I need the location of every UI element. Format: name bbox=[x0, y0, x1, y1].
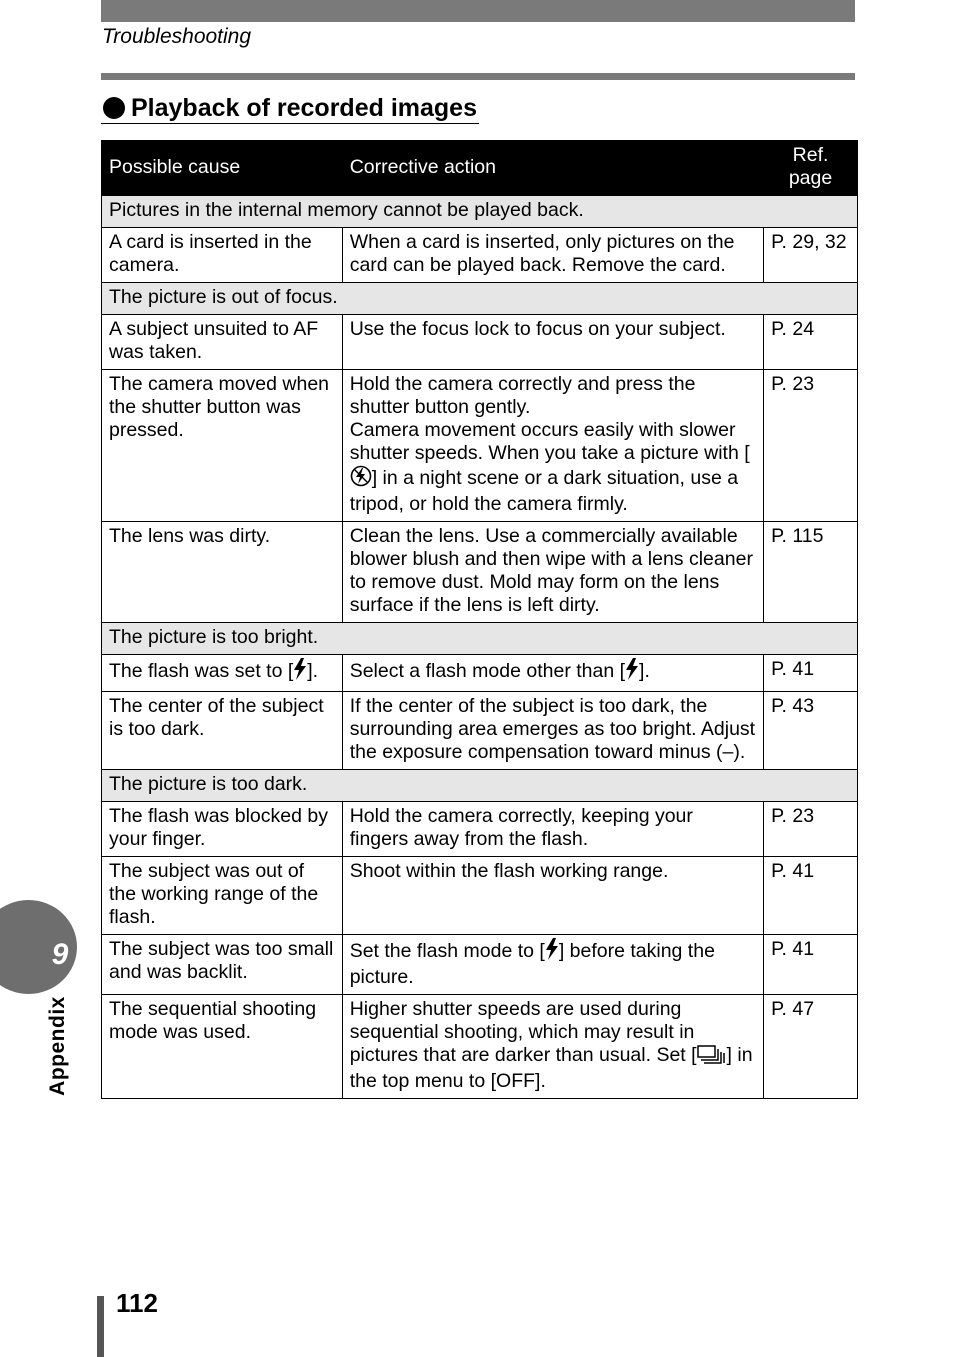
chapter-number: 9 bbox=[51, 938, 69, 971]
category-row bbox=[102, 623, 858, 655]
bullet-icon bbox=[103, 97, 125, 119]
corrective-action-cell bbox=[342, 802, 763, 857]
possible-cause-cell: The subject was out of the working range of the flash. bbox=[102, 857, 343, 935]
ref-page-cell: P. 23 bbox=[764, 802, 858, 857]
possible-cause-cell: A subject unsuited to AF was taken. bbox=[102, 315, 343, 370]
possible-cause-cell: The lens was dirty. bbox=[102, 522, 343, 623]
corrective-action-cell bbox=[342, 995, 763, 1099]
possible-cause-cell: The subject was too small and was backlit. bbox=[102, 935, 343, 995]
problem-category: The picture is out of focus. bbox=[102, 283, 858, 315]
sequential-shooting-icon bbox=[697, 1044, 727, 1070]
flash-icon bbox=[545, 938, 559, 966]
category-row bbox=[102, 196, 858, 228]
text-segment: Set the flash mode to [ bbox=[349, 940, 545, 962]
possible-cause-cell: The camera moved when the shutter button was pressed. bbox=[102, 370, 343, 522]
flash-icon bbox=[625, 658, 639, 686]
header-ref-page bbox=[764, 141, 858, 196]
ref-page-cell: P. 29, 32 bbox=[764, 228, 858, 283]
table-row bbox=[102, 655, 858, 692]
table-row bbox=[102, 857, 858, 935]
text-segment: Select a flash mode other than [ bbox=[349, 660, 626, 682]
corrective-action-cell bbox=[342, 692, 763, 770]
corrective-action-cell bbox=[342, 370, 763, 522]
page-number-bar bbox=[97, 1296, 104, 1357]
text-segment: ] before taking the picture. bbox=[349, 940, 715, 988]
table-row bbox=[102, 522, 858, 623]
text-segment: Higher shutter speeds are used during sequential shooting, which may result in pictures that are darker than usual. Set [ bbox=[349, 998, 697, 1066]
possible-cause-cell: The center of the subject is too dark. bbox=[102, 692, 343, 770]
text-segment: If the center of the subject is too dark, the surrounding area emerges as too bright. Adjust the exposure compensation toward minus (–). bbox=[349, 695, 756, 763]
text-segment: Clean the lens. Use a commercially available blower blush and then wipe with a lens cleaner to remove dust. Mold may form on the lens surface if the lens is left dirty. bbox=[349, 525, 753, 616]
table-body bbox=[102, 196, 858, 1099]
header-bar bbox=[101, 0, 855, 22]
table-row bbox=[102, 935, 858, 995]
ref-page-cell: P. 43 bbox=[764, 692, 858, 770]
ref-page-cell: P. 23 bbox=[764, 370, 858, 522]
possible-cause-cell bbox=[102, 655, 343, 692]
text-segment: Shoot within the flash working range. bbox=[349, 860, 669, 882]
chapter-label: Appendix bbox=[46, 996, 69, 1096]
page-number: 112 bbox=[116, 1288, 158, 1318]
ref-page-cell: P. 24 bbox=[764, 315, 858, 370]
possible-cause-cell: The flash was blocked by your finger. bbox=[102, 802, 343, 857]
corrective-action-cell bbox=[342, 522, 763, 623]
corrective-action-cell bbox=[342, 315, 763, 370]
problem-category: Pictures in the internal memory cannot be played back. bbox=[102, 196, 858, 228]
flash-icon bbox=[293, 658, 307, 686]
troubleshooting-table bbox=[101, 140, 858, 1099]
text-segment: ]. bbox=[307, 660, 319, 682]
running-title: Troubleshooting bbox=[102, 25, 252, 48]
corrective-action-cell bbox=[342, 935, 763, 995]
text-segment: ]. bbox=[639, 660, 650, 682]
problem-category: The picture is too bright. bbox=[102, 623, 858, 655]
text-segment: Use the focus lock to focus on your subject. bbox=[349, 318, 726, 340]
corrective-action-cell bbox=[342, 655, 763, 692]
section-title bbox=[101, 93, 479, 124]
table-row bbox=[102, 370, 858, 522]
ref-page-cell: P. 41 bbox=[764, 857, 858, 935]
category-row bbox=[102, 283, 858, 315]
table-row bbox=[102, 315, 858, 370]
ref-page-cell: P. 41 bbox=[764, 935, 858, 995]
possible-cause-cell: A card is inserted in the camera. bbox=[102, 228, 343, 283]
table-row bbox=[102, 692, 858, 770]
corrective-action-cell bbox=[342, 228, 763, 283]
header-rule bbox=[101, 73, 855, 80]
header-corrective-action: Corrective action bbox=[342, 141, 763, 196]
corrective-action-cell bbox=[342, 857, 763, 935]
header-possible-cause: Possible cause bbox=[102, 141, 343, 196]
category-row bbox=[102, 770, 858, 802]
table-row bbox=[102, 802, 858, 857]
section-title-text: Playback of recorded images bbox=[131, 93, 477, 122]
table-header-row bbox=[102, 141, 858, 196]
flash-off-icon bbox=[350, 465, 372, 493]
text-segment: Hold the camera correctly, keeping your fingers away from the flash. bbox=[349, 805, 693, 850]
table-row bbox=[102, 995, 858, 1099]
text-segment: When a card is inserted, only pictures on the card can be played back. Remove the card. bbox=[349, 231, 735, 276]
text-segment: ] in a night scene or a dark situation, use a tripod, or hold the camera firmly. bbox=[349, 467, 739, 515]
ref-page-cell: P. 115 bbox=[764, 522, 858, 623]
problem-category: The picture is too dark. bbox=[102, 770, 858, 802]
ref-page-cell: P. 47 bbox=[764, 995, 858, 1099]
text-segment: Hold the camera correctly and press the shutter button gently. bbox=[349, 373, 696, 418]
text-segment: Camera movement occurs easily with slower shutter speeds. When you take a picture with [ bbox=[349, 419, 750, 464]
text-segment: ] in the top menu to [OFF]. bbox=[349, 1044, 753, 1092]
text-segment: The flash was set to [ bbox=[109, 660, 294, 682]
header-ref-line2: page bbox=[788, 167, 833, 189]
possible-cause-cell: The sequential shooting mode was used. bbox=[102, 995, 343, 1099]
ref-page-cell: P. 41 bbox=[764, 655, 858, 692]
table-row bbox=[102, 228, 858, 283]
header-ref-line1: Ref. bbox=[792, 144, 829, 166]
